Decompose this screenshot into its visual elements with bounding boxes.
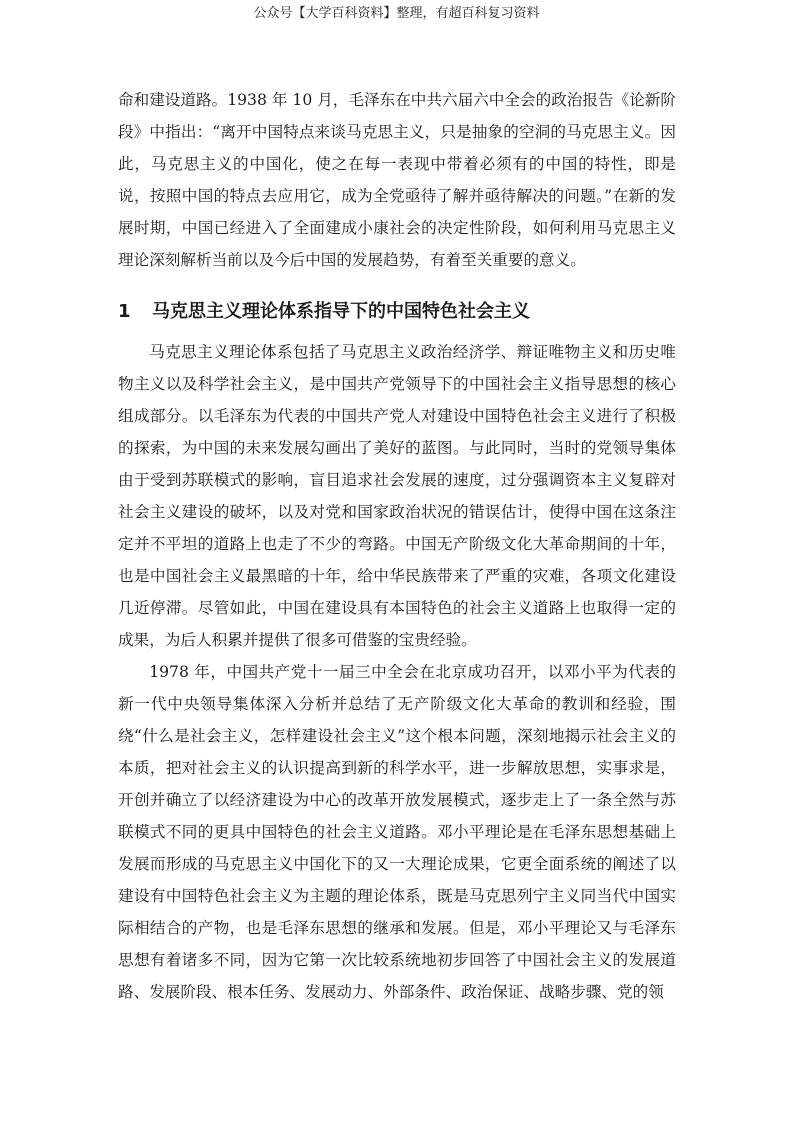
section-title: 马克思主义理论体系指导下的中国特色社会主义 [152, 301, 530, 322]
section-number: 1 [118, 301, 131, 322]
body-paragraph: 1978 年，中国共产党十一届三中全会在北京成功召开，以邓小平为代表的新一代中央领导集体深入分析并总结了无产阶级文化大革命的教训和经验，围绕“什么是社会主义，怎样建设社会主义”这个根本问题，深刻地揭示社会主义的本质，把对社会主义的认识提高到新的科学水平，进一步解放思想，实事求是，开创并确立了以经济建设为中心的改革开放发展模式，逐步走上了一条全然与苏联模式不同的更具中国特色的社会主义道路。邓小平理论是在毛泽东思想基础上发展而形成的马克思主义中国化下的又一大理论成果，它更全面系统的阐述了以建设有中国特色社会主义为主题的理论体系，既是马克思列宁主义同当代中国实际相结合的产物，也是毛泽东思想的继承和发展。但是，邓小平理论又与毛泽东思想有着诸多不同，因为它第一次比较系统地初步回答了中国社会主义的发展道路、发展阶段、根本任务、发展动力、外部条件、政治保证、战略步骤、党的领 [118, 663, 676, 1001]
document-body [118, 84, 676, 1008]
body-paragraph: 马克思主义理论体系包括了马克思主义政治经济学、辩证唯物主义和历史唯物主义以及科学社会主义，是中国共产党领导下的中国社会主义指导思想的核心组成部分。以毛泽东为代表的中国共产党人对建设中国特色社会主义进行了积极的探索，为中国的未来发展勾画出了美好的蓝图。与此同时，当时的党领导集体由于受到苏联模式的影响，盲目追求社会发展的速度，过分强调资本主义复辟对社会主义建设的破坏，以及对党和国家政治状况的错误估计，使得中国在这条注定并不平坦的道路上也走了不少的弯路。中国无产阶级文化大革命期间的十年，也是中国社会主义最黑暗的十年，给中华民族带来了严重的灾难，各项文化建设几近停滞。尽管如此，中国在建设具有本国特色的社会主义道路上也取得一定的成果，为后人积累并提供了很多可借鉴的宝贵经验。 [118, 343, 676, 649]
page-header: 公众号【大学百科资料】整理，有超百科复习资料 [253, 6, 540, 21]
section-heading [118, 296, 676, 328]
intro-paragraph: 命和建设道路。1938 年 10 月，毛泽东在中共六届六中全会的政治报告《论新阶段》中指出：“离开中国特点来谈马克思主义，只是抽象的空洞的马克思主义。因此，马克思主义的中国化，使之在每一表现中带着必须有的中国的特性，即是说，按照中国的特点去应用它，成为全党亟待了解并亟待解决的问题。”在新的发展时期，中国已经进入了全面建成小康社会的决定性阶段，如何利用马克思主义理论深刻解析当前以及今后中国的发展趋势，有着至关重要的意义。 [118, 91, 676, 269]
